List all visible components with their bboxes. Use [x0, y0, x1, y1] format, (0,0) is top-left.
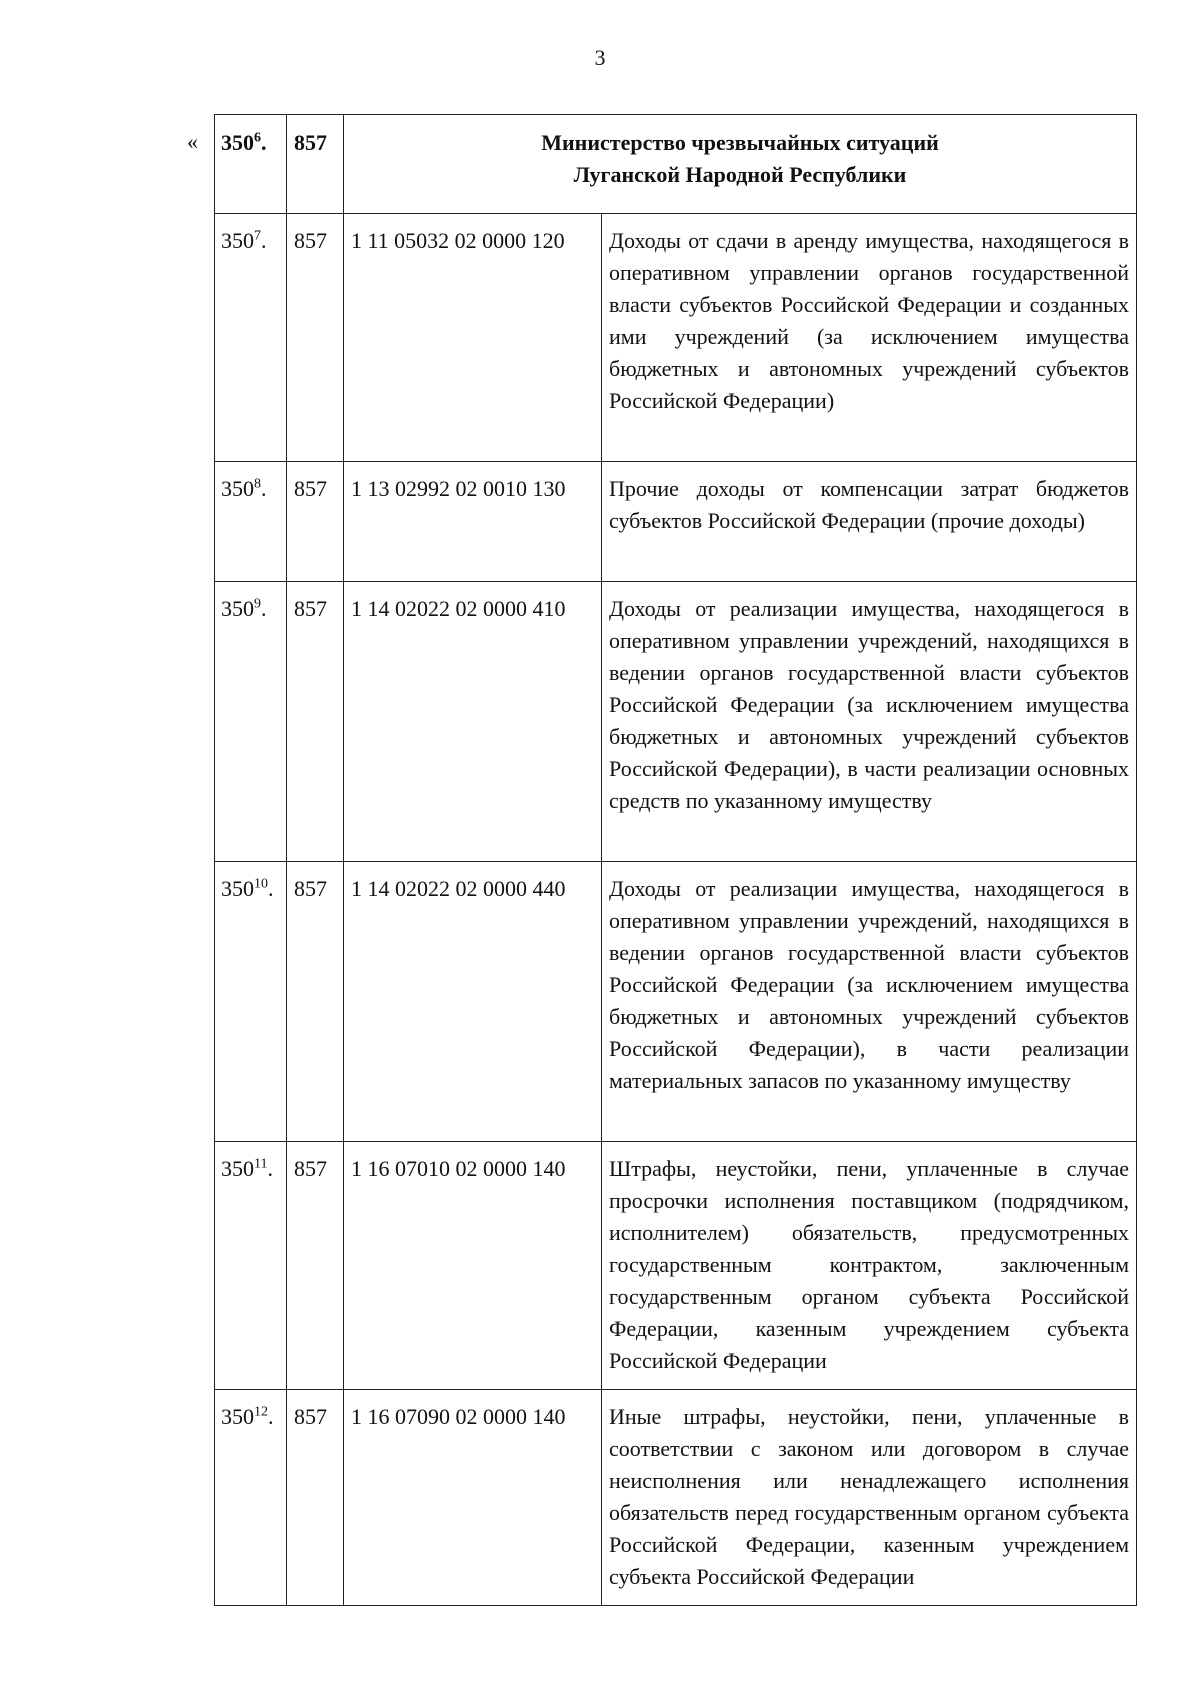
row-number-suffix: .: [261, 228, 267, 253]
table-row: [215, 1390, 1137, 1606]
row-number-suffix: .: [261, 596, 267, 621]
revenue-code-cell: 1 16 07090 02 0000 140: [344, 1390, 602, 1606]
revenue-name-cell: Доходы от реализации имущества, находящегося в оперативном управлении учреждений, находящихся в ведении органов государственной власти субъектов Российской Федерации (за исключением имущества бюджетных и автономных учреждений субъектов Российской Федерации), в части реализации материальных запасов по указанному имуществу: [602, 862, 1137, 1142]
table-row: [215, 462, 1137, 582]
revenue-name-cell: Прочие доходы от компенсации затрат бюджетов субъектов Российской Федерации (прочие доходы): [602, 462, 1137, 582]
row-number-superscript: 8: [254, 476, 261, 492]
revenue-name-cell: Иные штрафы, неустойки, пени, уплаченные в соответствии с законом или договором в случае неисполнения или ненадлежащего исполнения обязательств перед государственным органом субъекта Российской Федерации, казенным учреждением субъекта Российской Федерации: [602, 1390, 1137, 1606]
table-header-row: [215, 115, 1137, 214]
revenue-name-cell: Штрафы, неустойки, пени, уплаченные в случае просрочки исполнения поставщиком (подрядчиком, исполнителем) обязательств, предусмотренных государственным контрактом, заключенным государственным органом субъекта Российской Федерации, казенным учреждением субъекта Российской Федерации: [602, 1142, 1137, 1390]
row-number-cell: [215, 462, 287, 582]
row-number-suffix: .: [268, 876, 274, 901]
admin-code-cell: 857: [287, 462, 344, 582]
admin-code-cell: 857: [287, 862, 344, 1142]
admin-code-cell: 857: [287, 1142, 344, 1390]
row-number-superscript: 6: [254, 130, 261, 146]
row-number-base: 350: [221, 476, 254, 501]
ministry-title-cell: [344, 115, 1137, 214]
admin-code-cell: 857: [287, 214, 344, 462]
admin-code-cell: 857: [287, 1390, 344, 1606]
row-number-cell: [215, 214, 287, 462]
table-row: [215, 1142, 1137, 1390]
row-number-suffix: .: [268, 1404, 274, 1429]
table-row: [215, 862, 1137, 1142]
ministry-title-line-2: Луганской Народной Республики: [573, 162, 907, 187]
row-number-superscript: 10: [254, 876, 268, 892]
row-number-cell: [215, 1390, 287, 1606]
admin-code-cell: 857: [287, 582, 344, 862]
row-number-superscript: 11: [254, 1156, 268, 1172]
row-number-base: 350: [221, 228, 254, 253]
revenue-code-cell: 1 13 02992 02 0010 130: [344, 462, 602, 582]
revenue-code-cell: 1 14 02022 02 0000 410: [344, 582, 602, 862]
row-number-suffix: .: [261, 130, 267, 155]
opening-quote-mark: «: [187, 129, 198, 154]
row-number-base: 350: [221, 130, 254, 155]
row-number-cell: [215, 862, 287, 1142]
row-number-base: 350: [221, 876, 254, 901]
row-number-base: 350: [221, 1404, 254, 1429]
revenue-code-cell: 1 11 05032 02 0000 120: [344, 214, 602, 462]
row-number-base: 350: [221, 596, 254, 621]
revenue-name-cell: Доходы от сдачи в аренду имущества, находящегося в оперативном управлении органов государственной власти субъектов Российской Федерации и созданных ими учреждений (за исключением имущества бюджетных и автономных учреждений субъектов Российской Федерации): [602, 214, 1137, 462]
page-number: 3: [594, 45, 606, 70]
table-row: [215, 582, 1137, 862]
revenue-name-cell: Доходы от реализации имущества, находящегося в оперативном управлении учреждений, находящихся в ведении органов государственной власти субъектов Российской Федерации (за исключением имущества бюджетных и автономных учреждений субъектов Российской Федерации), в части реализации основных средств по указанному имуществу: [602, 582, 1137, 862]
revenue-codes-table: [214, 114, 1137, 1606]
admin-code-cell: 857: [287, 115, 344, 214]
ministry-title-line-1: Министерство чрезвычайных ситуаций: [541, 130, 939, 155]
revenue-code-cell: 1 14 02022 02 0000 440: [344, 862, 602, 1142]
row-number-cell: [215, 115, 287, 214]
row-number-superscript: 7: [254, 228, 261, 244]
row-number-suffix: .: [267, 1156, 273, 1181]
table-row: [215, 214, 1137, 462]
row-number-cell: [215, 1142, 287, 1390]
row-number-superscript: 9: [254, 596, 261, 612]
row-number-suffix: .: [261, 476, 267, 501]
row-number-cell: [215, 582, 287, 862]
row-number-superscript: 12: [254, 1404, 268, 1420]
row-number-base: 350: [221, 1156, 254, 1181]
revenue-code-cell: 1 16 07010 02 0000 140: [344, 1142, 602, 1390]
